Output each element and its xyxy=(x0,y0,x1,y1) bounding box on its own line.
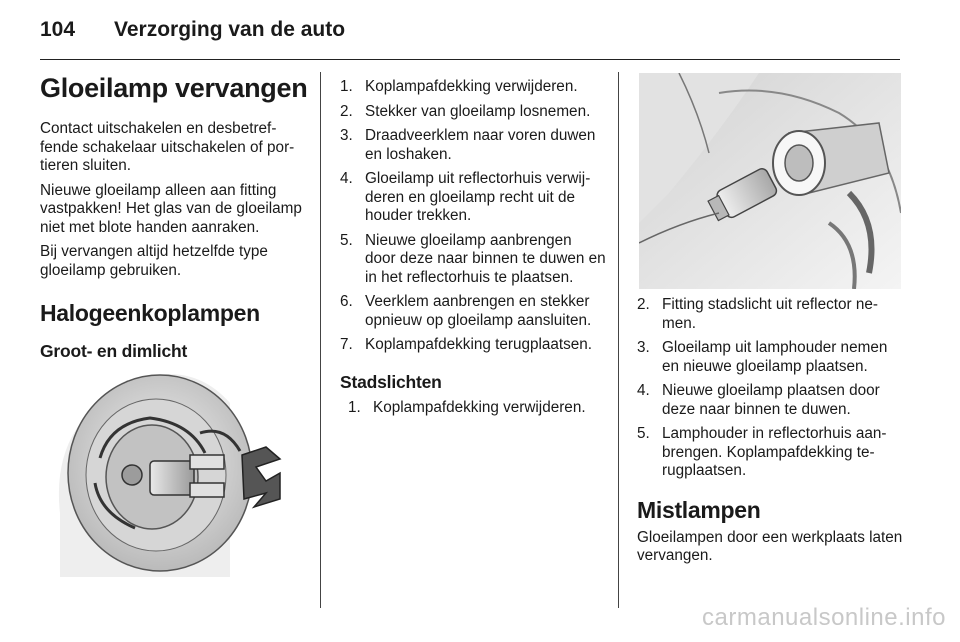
list-item xyxy=(637,339,905,376)
list-item xyxy=(637,296,905,333)
page-header xyxy=(40,18,345,42)
steps-list-parking xyxy=(340,399,606,418)
step-text: Lamphouder in reflectorhuis aanbrengen. Koplampafdekking terugplaatsen. xyxy=(662,425,887,479)
steps-list-parking-continued xyxy=(637,296,905,481)
list-item xyxy=(340,127,606,164)
parking-light-drawing xyxy=(639,73,901,289)
column-divider-1 xyxy=(320,72,321,608)
step-text: Nieuwe gloeilamp plaatsen door deze naar binnen te duwen. xyxy=(662,382,880,418)
step-text: Stekker van gloeilamp losnemen. xyxy=(365,102,591,120)
list-item xyxy=(340,103,606,122)
section-heading-halogen: Halogeenkoplampen xyxy=(40,300,260,326)
step-text: Gloeilamp uit lamphouder nemen en nieuwe gloeilamp plaatsen. xyxy=(662,339,888,375)
page-title: Gloeilamp vervangen xyxy=(40,73,308,103)
headlamp-bulb-illustration xyxy=(40,363,302,577)
column-2 xyxy=(340,78,606,423)
list-item xyxy=(348,399,606,418)
subheading-high-low-beam: Groot- en dimlicht xyxy=(40,341,188,361)
paragraph-3: Bij vervangen altijd hetzelfde type gloeilamp gebruiken. xyxy=(40,243,268,279)
step-text: Fitting stadslicht uit reflector nemen. xyxy=(662,296,878,332)
step-text: Koplampafdekking terugplaatsen. xyxy=(365,336,593,353)
step-text: Nieuwe gloeilamp aanbrengen door deze naar binnen te duwen en in het reflectorhuis te plaatsen. xyxy=(365,231,606,286)
step-number: 5. xyxy=(340,231,353,249)
step-number: 5. xyxy=(637,425,650,442)
list-item xyxy=(340,293,606,330)
step-number: 3. xyxy=(340,127,353,144)
page-number: 104 xyxy=(40,18,76,41)
step-text: Koplampafdekking verwijderen. xyxy=(365,78,578,95)
step-text: Veerklem aanbrengen en stekker opnieuw op gloeilamp aansluiten. xyxy=(365,293,592,329)
step-number: 4. xyxy=(637,382,650,399)
step-number: 2. xyxy=(637,296,650,313)
parking-light-illustration xyxy=(639,73,901,289)
step-text: Gloeilamp uit reflectorhuis verwijderen en gloeilamp recht uit de houder trekken. xyxy=(365,170,591,224)
steps-list-halogen xyxy=(340,78,606,355)
section-heading-fog-lights: Mistlampen xyxy=(637,496,761,523)
step-number: 7. xyxy=(340,336,353,353)
list-item xyxy=(340,232,606,288)
section-title: Verzorging van de auto xyxy=(114,18,346,41)
list-item xyxy=(637,382,905,419)
watermark: carmanualsonline.info xyxy=(702,604,946,631)
step-number: 2. xyxy=(340,102,353,120)
header-rule xyxy=(40,59,900,60)
list-item xyxy=(637,425,905,481)
paragraph-2: Nieuwe gloeilamp alleen aan fitting vastpakken! Het glas van de gloeilamp niet met blote handen aanraken. xyxy=(40,181,302,236)
step-text: Koplampafdekking verwijderen. xyxy=(373,398,586,416)
column-3 xyxy=(637,296,905,572)
paragraph-1: Contact uitschakelen en desbetreffende schakelaar uitschakelen of portieren sluiten. xyxy=(40,120,295,174)
paragraph-fog-lights: Gloeilampen door een werkplaats laten vervangen. xyxy=(637,528,903,564)
step-number: 1. xyxy=(348,398,361,416)
step-number: 3. xyxy=(637,339,650,356)
column-divider-2 xyxy=(618,72,619,608)
step-number: 6. xyxy=(340,293,353,310)
step-number: 4. xyxy=(340,170,353,187)
list-item xyxy=(340,336,606,355)
headlamp-bulb-drawing xyxy=(40,363,302,577)
step-number: 1. xyxy=(340,78,353,95)
section-heading-parking-lights: Stadslichten xyxy=(340,371,442,392)
list-item xyxy=(340,170,606,226)
list-item xyxy=(340,78,606,97)
step-text: Draadveerklem naar voren duwen en loshaken. xyxy=(365,127,596,163)
column-1 xyxy=(40,70,308,368)
